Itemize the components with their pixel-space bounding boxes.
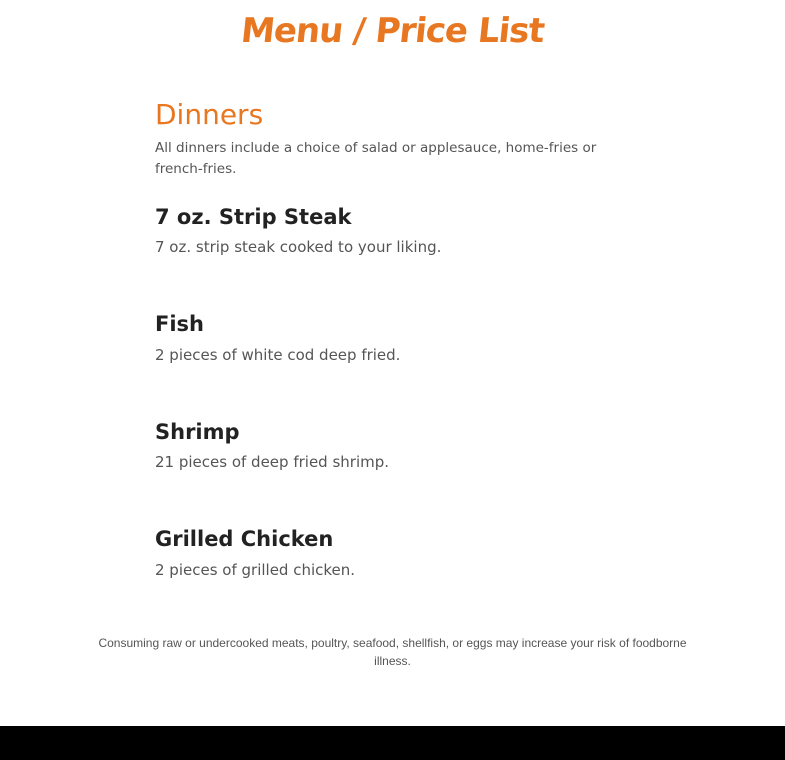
menu-item — [155, 418, 389, 473]
menu-item-description: 2 pieces of white cod deep fried. — [155, 346, 401, 364]
dinners-section — [155, 96, 635, 579]
section-note: All dinners include a choice of salad or applesauce, home-fries or french-fries. — [155, 140, 597, 177]
menu-item-name: Fish — [155, 312, 204, 336]
menu-item-name: Grilled Chicken — [155, 527, 334, 551]
menu-item — [155, 310, 400, 366]
footer-bar — [0, 726, 785, 760]
menu-item-description: 2 pieces of grilled chicken. — [155, 561, 356, 579]
section-heading: Dinners — [155, 98, 264, 131]
menu-item-name: 7 oz. Strip Steak — [155, 205, 352, 229]
menu-item-name: Shrimp — [155, 420, 240, 444]
menu-item-description: 21 pieces of deep fried shrimp. — [155, 453, 390, 471]
food-safety-disclaimer: Consuming raw or undercooked meats, poultry, seafood, shellfish, or eggs may increase your risk of foodborne illness. — [98, 636, 687, 668]
page-title: Menu / Price List — [239, 11, 546, 51]
menu-item — [155, 203, 441, 258]
menu-item-description: 7 oz. strip steak cooked to your liking. — [155, 238, 442, 256]
menu-item — [155, 525, 355, 581]
